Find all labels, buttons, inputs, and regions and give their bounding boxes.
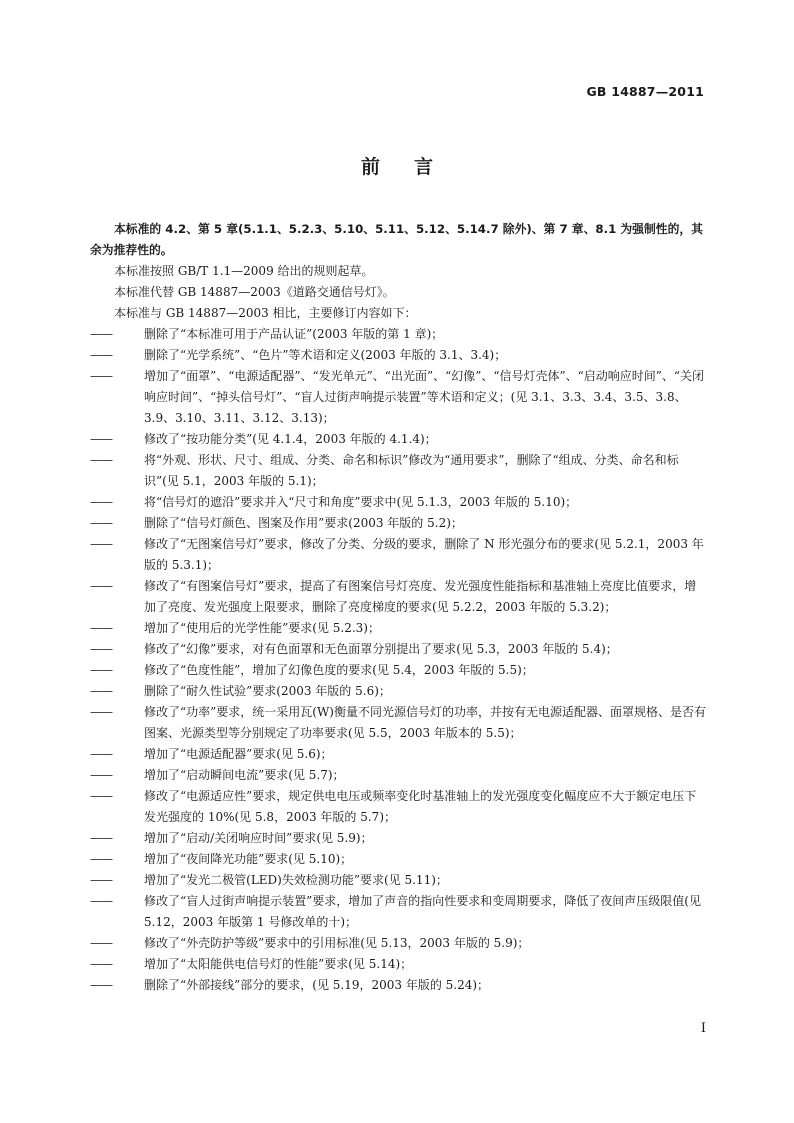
drafting-rule-statement: 本标准按照 GB/T 1.1—2009 给出的规则起草。 bbox=[114, 264, 374, 278]
foreword-body bbox=[90, 219, 706, 996]
change-item bbox=[90, 681, 706, 702]
em-dash-bullet: —— bbox=[90, 705, 112, 719]
em-dash-bullet: —— bbox=[90, 495, 112, 509]
change-item-text: 删除了“耐久性试验”要求(2003 年版的 5.6)； bbox=[144, 684, 391, 698]
change-item bbox=[90, 576, 706, 618]
em-dash-bullet: —— bbox=[90, 516, 112, 530]
em-dash-bullet: —— bbox=[90, 642, 112, 656]
change-item bbox=[90, 366, 706, 429]
change-item bbox=[90, 954, 706, 975]
em-dash-bullet: —— bbox=[90, 621, 112, 635]
change-item-text: 增加了“发光二极管(LED)失效检测功能”要求(见 5.11)； bbox=[144, 873, 448, 887]
change-item-text: 修改了“无图案信号灯”要求，修改了分类、分级的要求，删除了 N 形光强分布的要求(见 5.2.1，2003 年版的 5.3.1)； bbox=[144, 537, 704, 572]
change-item-text: 修改了“盲人过街声响提示装置”要求，增加了声音的指向性要求和变周期要求，降低了夜间声压级限值(见 5.12，2003 年版第 1 号修改单的十)； bbox=[144, 894, 701, 929]
page-number: I bbox=[700, 1021, 706, 1036]
change-item bbox=[90, 513, 706, 534]
change-item-text: 修改了“按功能分类”(见 4.1.4，2003 年版的 4.1.4)； bbox=[144, 432, 437, 446]
change-item-text: 修改了“功率”要求，统一采用瓦(W)衡量不同光源信号灯的功率，并按有无电源适配器、面罩规格、是否有图案、光源类型等分别规定了功率要求(见 5.5，2003 年版本的 5.5)； bbox=[144, 705, 706, 740]
change-item bbox=[90, 492, 706, 513]
change-item bbox=[90, 345, 706, 366]
em-dash-bullet: —— bbox=[90, 327, 112, 341]
change-item bbox=[90, 429, 706, 450]
change-item-text: 修改了“外壳防护等级”要求中的引用标准(见 5.13，2003 年版的 5.9)； bbox=[144, 936, 530, 950]
change-item-text: 修改了“有图案信号灯”要求，提高了有图案信号灯亮度、发光强度性能指标和基准轴上亮度比值要求，增加了亮度、发光强度上限要求，删除了亮度梯度的要求(见 5.2.2，2003 年版的 5.3.2)； bbox=[144, 579, 697, 614]
em-dash-bullet: —— bbox=[90, 873, 112, 887]
revision-summary-lead: 本标准与 GB 14887—2003 相比，主要修订内容如下： bbox=[114, 306, 417, 320]
change-item bbox=[90, 660, 706, 681]
change-list bbox=[90, 324, 706, 996]
change-item bbox=[90, 786, 706, 828]
em-dash-bullet: —— bbox=[90, 579, 112, 593]
change-item bbox=[90, 618, 706, 639]
em-dash-bullet: —— bbox=[90, 453, 112, 467]
em-dash-bullet: —— bbox=[90, 789, 112, 803]
change-item-text: 修改了“幻像”要求，对有色面罩和无色面罩分别提出了要求(见 5.3，2003 年版的 5.4)； bbox=[144, 642, 618, 656]
change-item bbox=[90, 324, 706, 345]
em-dash-bullet: —— bbox=[90, 978, 112, 992]
change-item bbox=[90, 975, 706, 996]
change-item-text: 删除了“光学系统”、“色片”等术语和定义(2003 年版的 3.1、3.4)； bbox=[144, 348, 507, 362]
em-dash-bullet: —— bbox=[90, 537, 112, 551]
change-item bbox=[90, 870, 706, 891]
change-item-text: 增加了“启动/关闭响应时间”要求(见 5.9)； bbox=[144, 831, 373, 845]
change-item bbox=[90, 765, 706, 786]
change-item-text: 修改了“色度性能”，增加了幻像色度的要求(见 5.4，2003 年版的 5.5)； bbox=[144, 663, 534, 677]
change-item bbox=[90, 744, 706, 765]
em-dash-bullet: —— bbox=[90, 369, 112, 383]
em-dash-bullet: —— bbox=[90, 663, 112, 677]
change-item-text: 增加了“使用后的光学性能”要求(见 5.2.3)； bbox=[144, 621, 380, 635]
change-item-text: 将“外观、形状、尺寸、组成、分类、命名和标识”修改为“通用要求”，删除了“组成、分类、命名和标识”(见 5.1，2003 年版的 5.1)； bbox=[144, 453, 679, 488]
change-item-text: 删除了“信号灯颜色、图案及作用”要求(2003 年版的 5.2)； bbox=[144, 516, 463, 530]
change-item-text: 增加了“面罩”、“电源适配器”、“发光单元”、“出光面”、“幻像”、“信号灯壳体”、“启动响应时间”、“关闭响应时间”、“掉头信号灯”、“盲人过街声响提示装置”等术语和定义；(见 3.1、3.3、3.4、3.5、3.8、3.9、3.10、3.11、3.12、3.13)； bbox=[144, 369, 705, 425]
change-item-text: 删除了“外部接线”部分的要求，(见 5.19，2003 年版的 5.24)； bbox=[144, 978, 490, 992]
em-dash-bullet: —— bbox=[90, 768, 112, 782]
em-dash-bullet: —— bbox=[90, 747, 112, 761]
change-item bbox=[90, 702, 706, 744]
em-dash-bullet: —— bbox=[90, 852, 112, 866]
page-title: 前言 bbox=[360, 156, 467, 178]
em-dash-bullet: —— bbox=[90, 831, 112, 845]
change-item-text: 增加了“启动瞬间电流”要求(见 5.7)； bbox=[144, 768, 345, 782]
em-dash-bullet: —— bbox=[90, 936, 112, 950]
change-item-text: 增加了“夜间降光功能”要求(见 5.10)； bbox=[144, 852, 353, 866]
change-item bbox=[90, 639, 706, 660]
em-dash-bullet: —— bbox=[90, 894, 112, 908]
change-item-text: 增加了“电源适配器”要求(见 5.6)； bbox=[144, 747, 333, 761]
change-item bbox=[90, 891, 706, 933]
standard-number: GB 14887—2011 bbox=[586, 84, 704, 99]
change-item bbox=[90, 450, 706, 492]
change-item bbox=[90, 849, 706, 870]
em-dash-bullet: —— bbox=[90, 432, 112, 446]
em-dash-bullet: —— bbox=[90, 684, 112, 698]
mandatory-clause-statement: 本标准的 4.2、第 5 章(5.1.1、5.2.3、5.10、5.11、5.12、5.14.7 除外)、第 7 章、8.1 为强制性的，其余为推荐性的。 bbox=[90, 222, 703, 257]
em-dash-bullet: —— bbox=[90, 957, 112, 971]
change-item bbox=[90, 534, 706, 576]
em-dash-bullet: —— bbox=[90, 348, 112, 362]
change-item-text: 修改了“电源适应性”要求，规定供电电压或频率变化时基准轴上的发光强度变化幅度应不大于额定电压下发光强度的 10%(见 5.8，2003 年版的 5.7)； bbox=[144, 789, 697, 824]
change-item bbox=[90, 828, 706, 849]
change-item-text: 将“信号灯的遮沿”要求并入“尺寸和角度”要求中(见 5.1.3，2003 年版的 5.10)； bbox=[144, 495, 578, 509]
change-item bbox=[90, 933, 706, 954]
replacement-statement: 本标准代替 GB 14887—2003《道路交通信号灯》。 bbox=[114, 285, 395, 299]
change-item-text: 删除了“本标准可用于产品认证”(2003 年版的第 1 章)； bbox=[144, 327, 444, 341]
change-item-text: 增加了“太阳能供电信号灯的性能”要求(见 5.14)； bbox=[144, 957, 413, 971]
